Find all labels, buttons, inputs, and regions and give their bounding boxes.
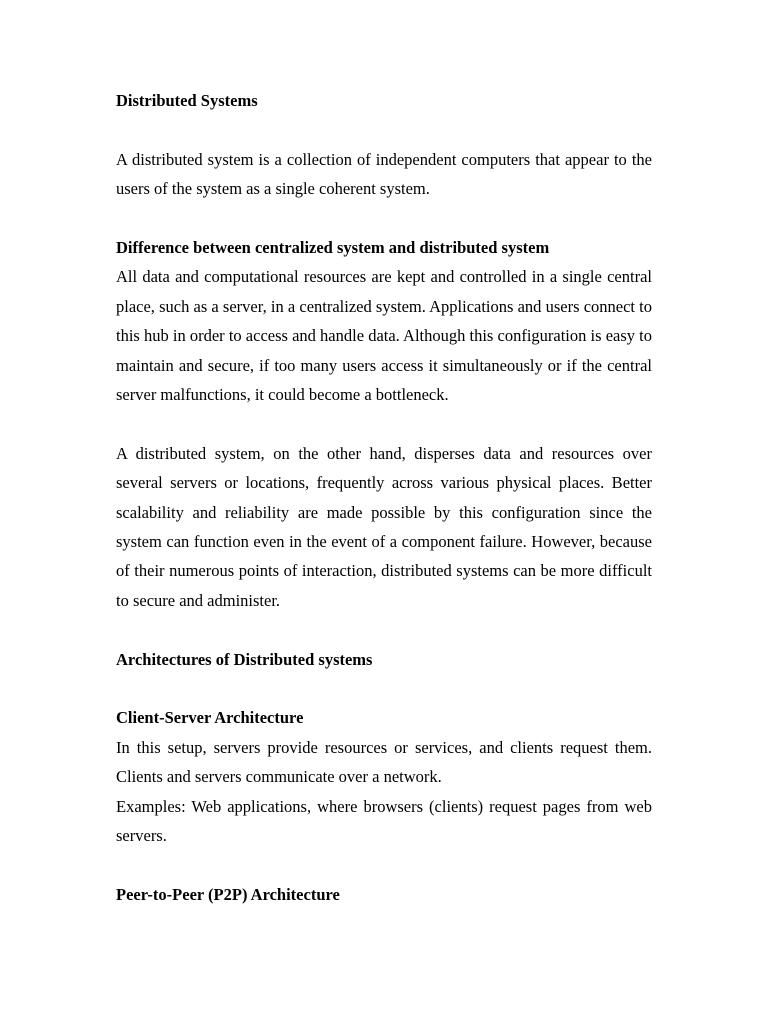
difference-heading: Difference between centralized system and distributed system [116,238,550,257]
client-server-heading: Client-Server Architecture [116,708,304,728]
spacer [116,615,652,644]
spacer [116,409,652,438]
distributed-paragraph: A distributed system, on the other hand, disperses data and resources over several servers or locations, frequently across various physical places. Better scalability and reliability are made possible by this configuration since the system can function even in the event of a component failure. However, because of their numerous points of interaction, distributed systems can be more difficult to secure and administer. [116,443,652,610]
definition-paragraph: A distributed system is a collection of independent computers that appear to the users of the system as a single coherent system. [116,149,652,199]
centralized-paragraph: All data and computational resources are kept and controlled in a single central place, such as a server, in a centralized system. Applications and users connect to this hub in order to access and handle data. Although this configuration is easy to maintain and secure, if too many users access it simultaneously or if the central server malfunctions, it could become a bottleneck. [116,267,652,405]
client-server-paragraph: In this setup, servers provide resources or services, and clients request them. Clients and servers communicate over a network. [116,737,652,787]
document-title: Distributed Systems [116,91,258,110]
architectures-heading: Architectures of Distributed systems [116,649,373,669]
client-server-examples: Examples: Web applications, where browsers (clients) request pages from web servers. [116,796,652,846]
spacer [116,850,652,879]
spacer [116,115,652,144]
spacer [116,674,652,703]
spacer [116,204,652,233]
p2p-heading: Peer-to-Peer (P2P) Architecture [116,884,340,904]
